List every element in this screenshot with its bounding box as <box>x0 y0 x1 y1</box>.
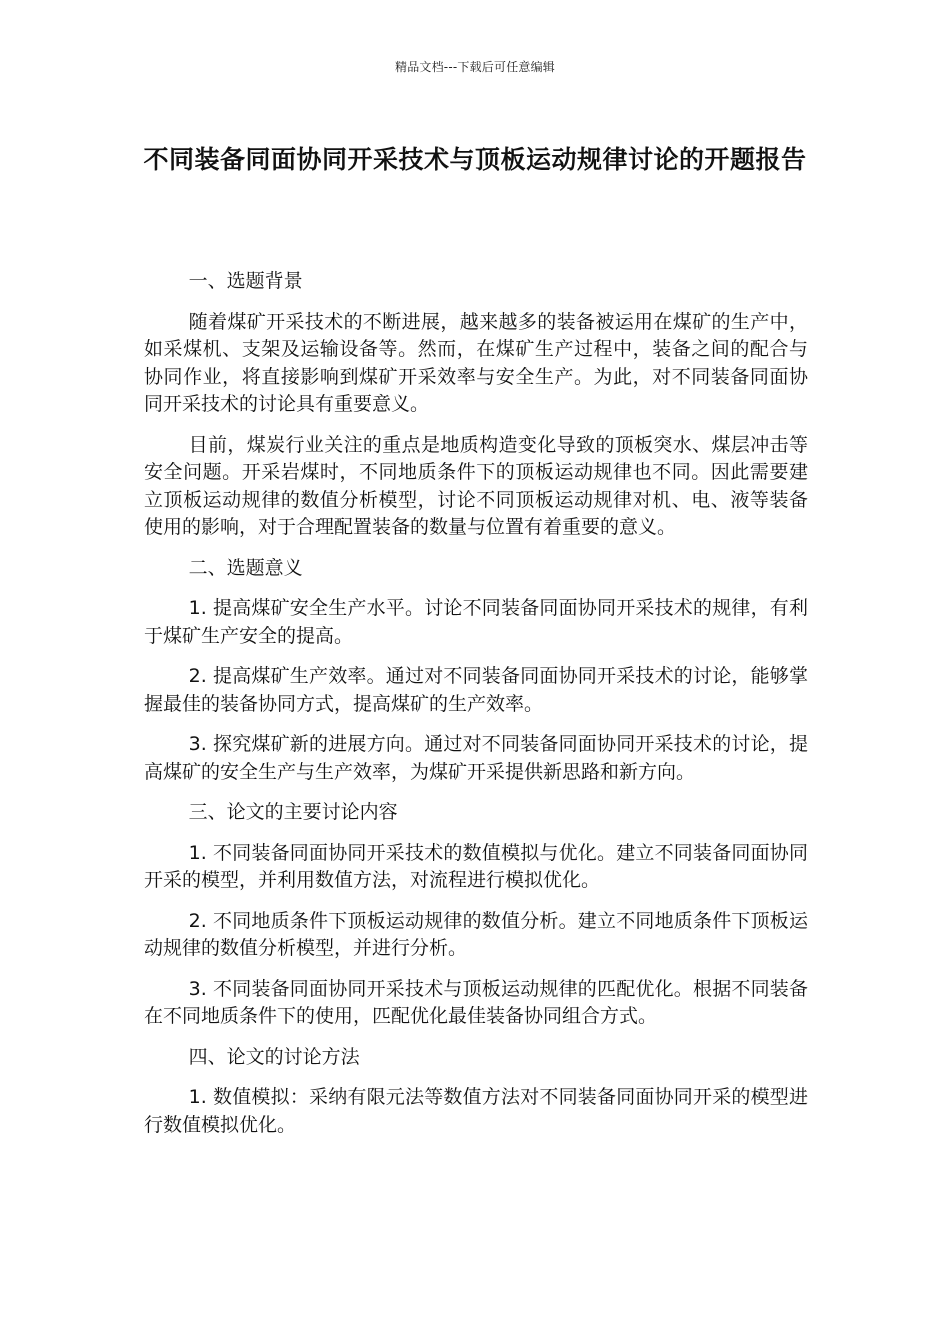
page-header-watermark: 精品文档---下载后可任意编辑 <box>395 60 555 74</box>
list-item: 3. 探究煤矿新的进展方向。通过对不同装备同面协同开采技术的讨论，提高煤矿的安全生产与生产效率，为煤矿开采提供新思路和新方向。 <box>144 733 808 783</box>
list-item: 2. 不同地质条件下顶板运动规律的数值分析。建立不同地质条件下顶板运动规律的数值分析模型，并进行分析。 <box>144 909 808 959</box>
document-body <box>144 268 808 1152</box>
list-item: 3. 不同装备同面协同开采技术与顶板运动规律的匹配优化。根据不同装备在不同地质条件下的使用，匹配优化最佳装备协同组合方式。 <box>144 977 808 1027</box>
paragraph: 随着煤矿开采技术的不断进展，越来越多的装备被运用在煤矿的生产中，如采煤机、支架及运输设备等。然而，在煤矿生产过程中，装备之间的配合与协同作业，将直接影响到煤矿开采效率与安全生产。为此，对不同装备同面协同开采技术的讨论具有重要意义。 <box>144 310 808 415</box>
section-heading-methods: 四、论文的讨论方法 <box>188 1045 360 1068</box>
list-item: 1. 提高煤矿安全生产水平。讨论不同装备同面协同开采技术的规律，有利于煤矿生产安全的提高。 <box>144 597 808 647</box>
section-heading-main-content: 三、论文的主要讨论内容 <box>188 801 398 823</box>
section-heading-significance: 二、选题意义 <box>188 556 303 579</box>
list-item: 2. 提高煤矿生产效率。通过对不同装备同面协同开采技术的讨论，能够掌握最佳的装备协同方式，提高煤矿的生产效率。 <box>144 665 808 715</box>
section-heading-background: 一、选题背景 <box>188 270 303 292</box>
list-item: 1. 不同装备同面协同开采技术的数值模拟与优化。建立不同装备同面协同开采的模型，并利用数值方法，对流程进行模拟优化。 <box>144 841 808 891</box>
paragraph: 目前，煤炭行业关注的重点是地质构造变化导致的顶板突水、煤层冲击等安全问题。开采岩煤时，不同地质条件下的顶板运动规律也不同。因此需要建立顶板运动规律的数值分析模型，讨论不同顶板运动规律对机、电、液等装备使用的影响，对于合理配置装备的数量与位置有着重要的意义。 <box>144 433 808 538</box>
list-item: 1. 数值模拟：采纳有限元法等数值方法对不同装备同面协同开采的模型进行数值模拟优化。 <box>144 1086 808 1136</box>
document-title: 不同装备同面协同开采技术与顶板运动规律讨论的开题报告 <box>143 145 807 174</box>
